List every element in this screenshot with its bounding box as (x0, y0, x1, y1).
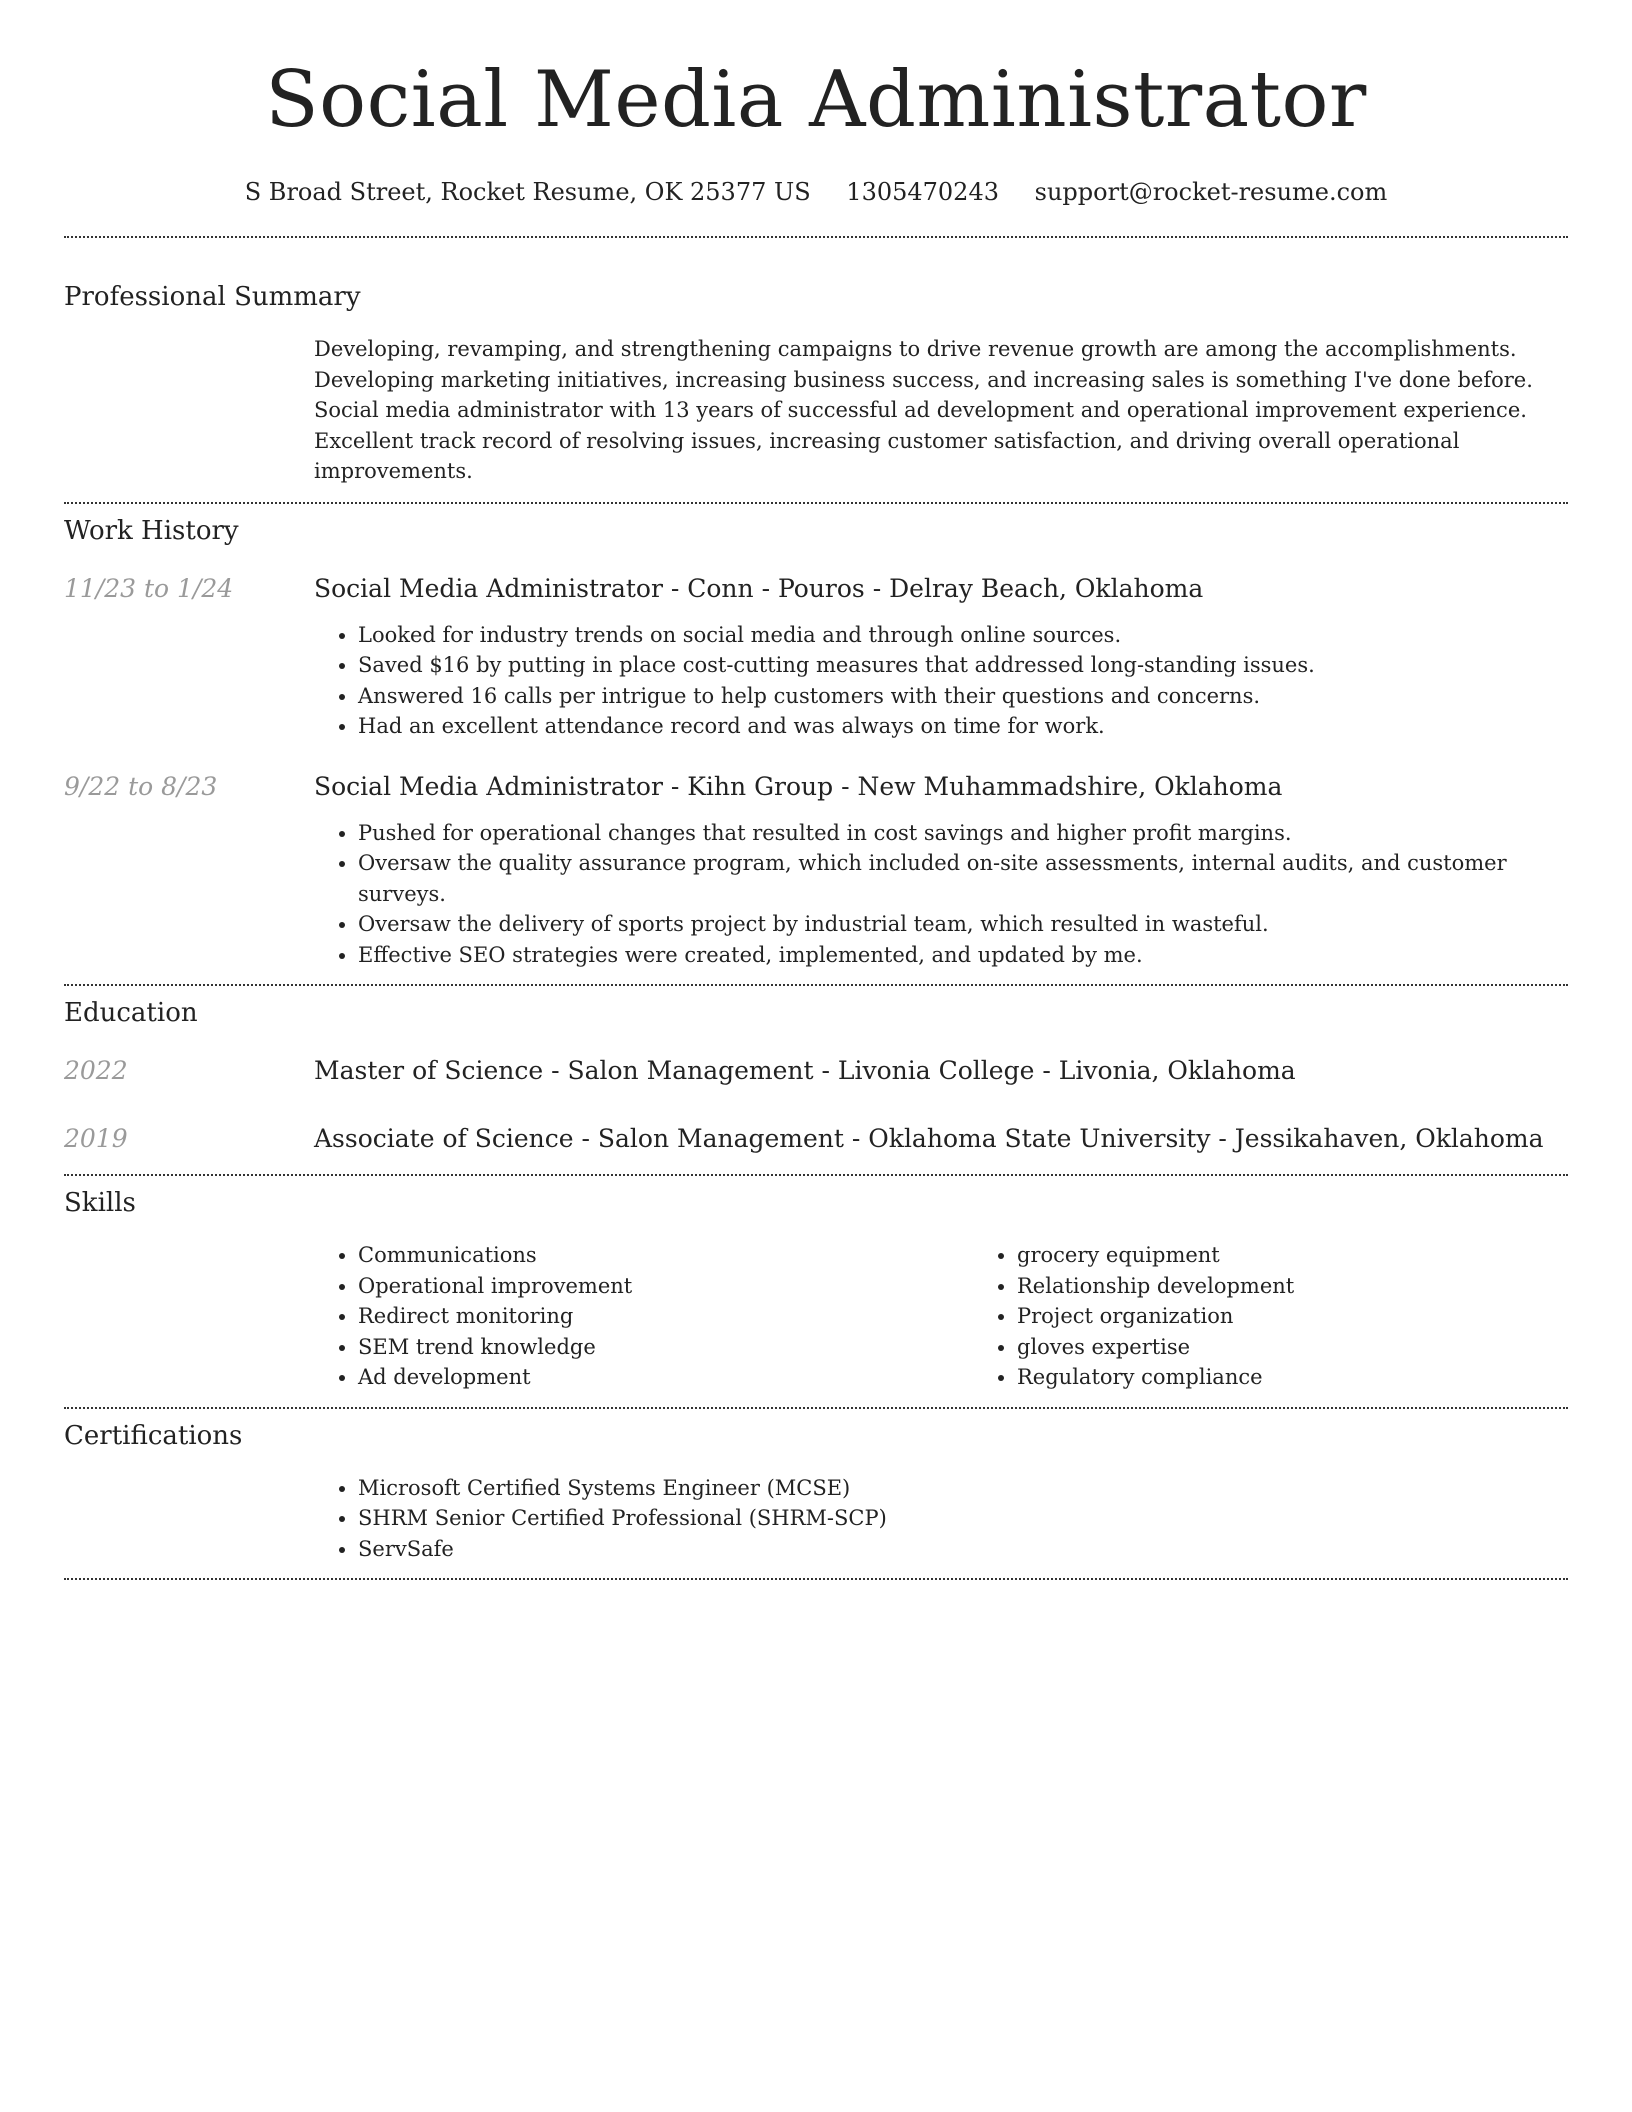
list-item: • ServSafe (358, 1534, 1568, 1565)
contact-phone: 1305470243 (846, 178, 999, 206)
job-entry (64, 770, 1568, 971)
list-item: • Operational improvement (358, 1271, 973, 1302)
resume-page (64, 0, 1568, 1580)
list-item: • SEM trend knowledge (358, 1332, 973, 1363)
list-item: • Oversaw the quality assurance program, which included on-site assessments, internal audits, and customer surveys. (358, 848, 1568, 909)
list-item: • Answered 16 calls per intrigue to help customers with their questions and concerns. (358, 681, 1568, 712)
candidate-name: Social Media Administrator (265, 55, 1367, 145)
resume-header (64, 0, 1568, 208)
job-location: Delray Beach, Oklahoma (889, 573, 1204, 603)
list-item: • gloves expertise (1017, 1332, 1632, 1363)
summary-section (64, 238, 1568, 487)
job-company: Kihn Group (687, 771, 834, 801)
job-role: Social Media Administrator (314, 771, 663, 801)
education-year: 2019 (64, 1124, 128, 1153)
job-company: Conn - Pouros (687, 573, 865, 603)
list-item: • Looked for industry trends on social media and through online sources. (358, 620, 1568, 651)
contact-email: support@rocket-resume.com (1034, 178, 1388, 206)
education-entry: 2022 Master of Science - Salon Management - Livonia College - Livonia, Oklahoma (64, 1054, 1568, 1088)
summary-text: Developing, revamping, and strengthening campaigns to drive revenue growth are among the accomplishments. Developing marketing initiatives, increasing business success, and increasing sales is something I've done before. Social media administrator with 13 years of successful ad development and operational improvement experience. Excellent track record of resolving issues, increasing customer satisfaction, and driving overall operational improvements. (314, 337, 1533, 483)
contact-line (64, 176, 1568, 208)
skills-list-left (314, 1240, 973, 1393)
skills-list-right (973, 1240, 1632, 1393)
list-item: • Pushed for operational changes that resulted in cost savings and higher profit margins. (358, 818, 1568, 849)
list-item: • grocery equipment (1017, 1240, 1632, 1271)
job-bullets (314, 818, 1568, 971)
section-title-certifications: Certifications (64, 1420, 243, 1451)
job-title-line: Social Media Administrator - Conn - Pouros - Delray Beach, Oklahoma (314, 573, 1204, 603)
certifications-list (314, 1473, 1568, 1565)
job-role: Social Media Administrator (314, 573, 663, 603)
section-title-skills: Skills (64, 1188, 136, 1218)
list-item: • Relationship development (1017, 1271, 1632, 1302)
section-title-summary: Professional Summary (64, 282, 361, 312)
work-section (64, 504, 1568, 971)
list-item: • Communications (358, 1240, 973, 1271)
section-title-education: Education (64, 998, 198, 1028)
list-item: • Had an excellent attendance record and was always on time for work. (358, 711, 1568, 742)
list-item: • Effective SEO strategies were created, implemented, and updated by me. (358, 940, 1568, 971)
list-item: • Ad development (358, 1362, 973, 1393)
list-item: • SHRM Senior Certified Professional (SHRM-SCP) (358, 1503, 1568, 1534)
education-section (64, 986, 1568, 1156)
job-title-line: Social Media Administrator - Kihn Group - New Muhammadshire, Oklahoma (314, 771, 1283, 801)
job-entry (64, 572, 1568, 742)
list-item: • Saved $16 by putting in place cost-cutting measures that addressed long-standing issues. (358, 650, 1568, 681)
list-item: • Microsoft Certified Systems Engineer (MCSE) (358, 1473, 1568, 1504)
section-title-work: Work History (64, 515, 239, 546)
education-degree: Master of Science - Salon Management (314, 1056, 814, 1085)
job-dates: 11/23 to 1/24 (64, 573, 234, 603)
contact-address: S Broad Street, Rocket Resume, OK 25377 US (244, 178, 811, 206)
education-year: 2022 (64, 1056, 128, 1085)
job-bullets (314, 620, 1568, 742)
skills-section (64, 1176, 1568, 1393)
list-item: • Project organization (1017, 1301, 1632, 1332)
education-degree: Associate of Science - Salon Management (314, 1124, 844, 1153)
list-item: • Regulatory compliance (1017, 1362, 1632, 1393)
education-entry: 2019 Associate of Science - Salon Management - Oklahoma State University - Jessikahaven, Oklahoma (64, 1122, 1568, 1156)
education-school: Livonia College - Livonia, Oklahoma (837, 1056, 1296, 1085)
job-dates: 9/22 to 8/23 (64, 771, 218, 801)
divider (64, 1578, 1568, 1580)
list-item: • Oversaw the delivery of sports project by industrial team, which resulted in wasteful. (358, 909, 1568, 940)
list-item: • Redirect monitoring (358, 1301, 973, 1332)
education-school: Oklahoma State University - Jessikahaven, Oklahoma (868, 1124, 1544, 1153)
job-location: New Muhammadshire, Oklahoma (857, 771, 1283, 801)
certifications-section (64, 1409, 1568, 1565)
